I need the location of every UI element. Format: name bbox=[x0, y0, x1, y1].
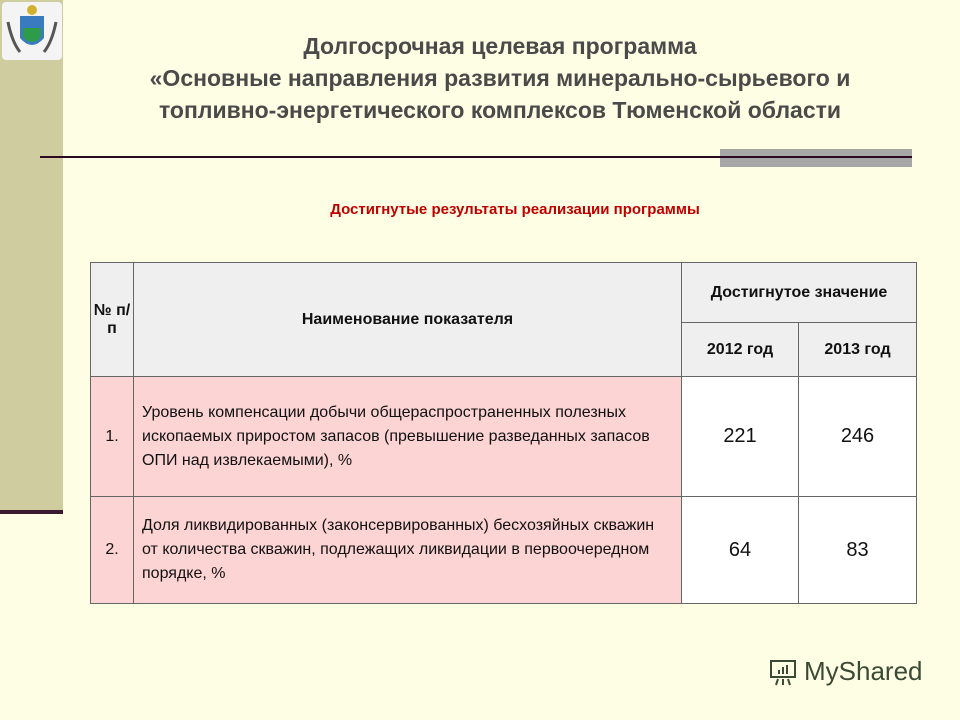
side-strip bbox=[0, 0, 63, 512]
divider bbox=[40, 156, 912, 158]
value-2012: 64 bbox=[682, 497, 799, 604]
presentation-icon bbox=[768, 657, 798, 687]
table-row bbox=[91, 497, 917, 604]
myshared-watermark bbox=[768, 656, 923, 687]
header-value: Достигнутое значение bbox=[682, 263, 917, 323]
value-2013: 83 bbox=[799, 497, 917, 604]
value-2012: 221 bbox=[682, 377, 799, 497]
header-name: Наименование показателя bbox=[134, 263, 682, 377]
row-num: 1. bbox=[91, 377, 134, 497]
row-num: 2. bbox=[91, 497, 134, 604]
header-2013: 2013 год bbox=[799, 323, 917, 377]
decor-bar bbox=[720, 149, 912, 167]
row-name: Уровень компенсации добычи общераспространенных полезных ископаемых приростом запасов (превышение разведанных запасов ОПИ над извлекаемыми), % bbox=[134, 377, 682, 497]
title-line: «Основные направления развития минерально-сырьевого и bbox=[149, 65, 851, 91]
slide-title bbox=[60, 30, 940, 126]
header-2012: 2012 год bbox=[682, 323, 799, 377]
header-num: № п/п bbox=[91, 263, 134, 377]
divider bbox=[0, 510, 63, 514]
table-row bbox=[91, 377, 917, 497]
title-line: Долгосрочная целевая программа bbox=[303, 33, 697, 59]
coat-of-arms-logo bbox=[2, 2, 62, 60]
row-name: Доля ликвидированных (законсервированных) бесхозяйных скважин от количества скважин, подлежащих ликвидации в первоочередном порядке, % bbox=[134, 497, 682, 604]
subtitle: Достигнутые результаты реализации программы bbox=[330, 201, 700, 218]
value-2013: 246 bbox=[799, 377, 917, 497]
results-table bbox=[90, 262, 917, 604]
title-line: топливно-энергетического комплексов Тюменской области bbox=[158, 97, 842, 123]
watermark-text: MyShared bbox=[804, 656, 923, 686]
